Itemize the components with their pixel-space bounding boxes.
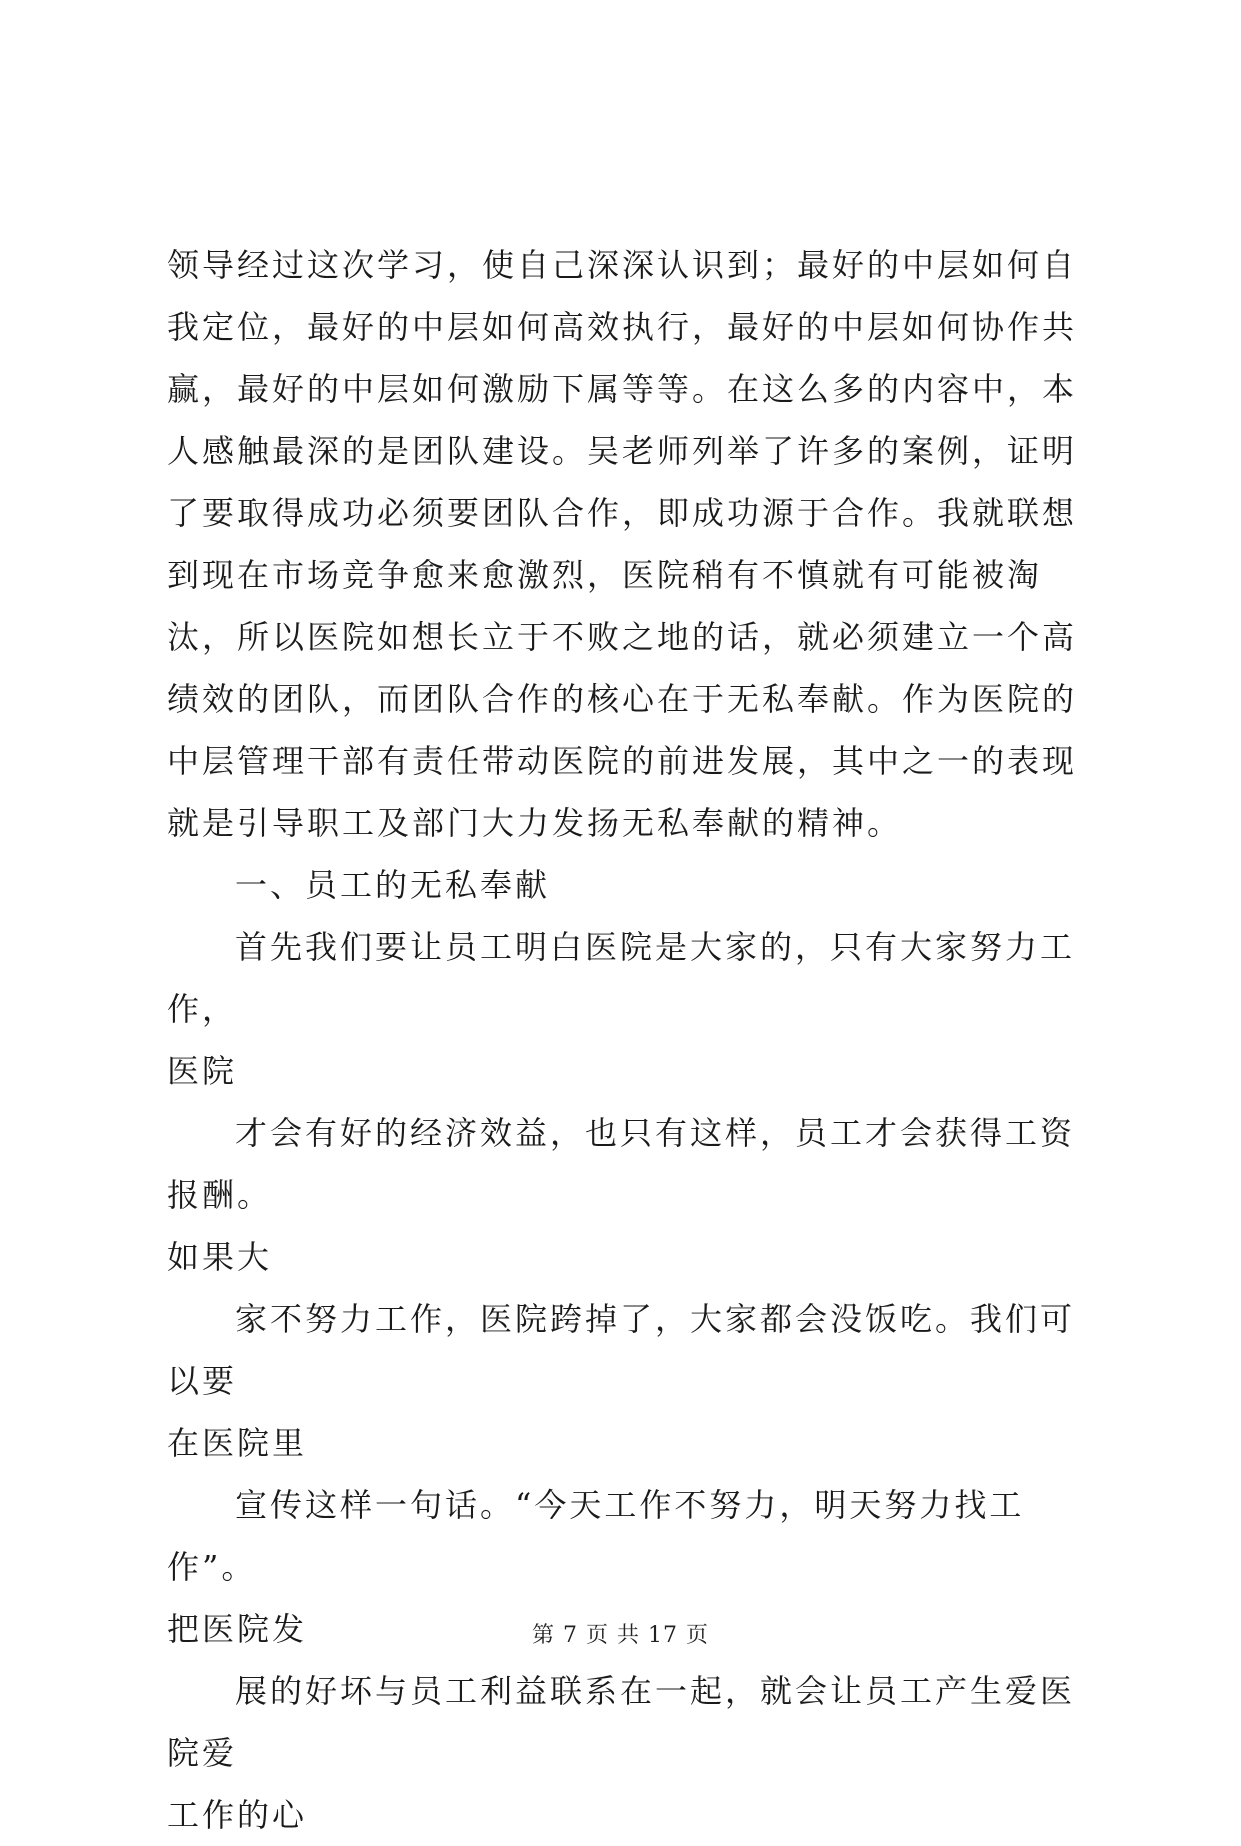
page-number-footer: 第 7 页 共 17 页 xyxy=(532,1623,709,1648)
section-heading: 一、员工的无私奉献 xyxy=(235,866,551,904)
intro-paragraph: 领导经过这次学习，使自己深深认识到；最好的中层如何自我定位，最好的中层如何高效执行，最好的中层如何协作共赢，最好的中层如何激励下属等等。在这么多的内容中，本人感触最深的是团队建设。吴老师列举了许多的案例，证明了要取得成功必须要团队合作，即成功源于合作。我就联想到现在市场竞争愈来愈激烈，医院稍有不慎就有可能被淘汰，所以医院如想长立于不败之地的话，就必须建立一个高绩效的团队，而团队合作的核心在于无私奉献。作为医院的中层管理干部有责任带动医院的前进发展，其中之一的表现就是引导职工及部门大力发扬无私奉献的精神。 xyxy=(167,246,1078,842)
paragraph-line: 医院 xyxy=(167,1052,238,1090)
document-body xyxy=(167,234,1087,1846)
paragraph-line: 展的好坏与员工利益联系在一起，就会让员工产生爱医院爱 xyxy=(167,1672,1076,1772)
paragraph-line: 在医院里 xyxy=(167,1424,308,1462)
paragraph-line: 家不努力工作，医院跨掉了，大家都会没饭吃。我们可以要 xyxy=(167,1300,1076,1400)
paragraph-line: 才会有好的经济效益，也只有这样，员工才会获得工资报酬。 xyxy=(167,1114,1076,1214)
paragraph-line: 宣传这样一句话。“今天工作不努力，明天努力找工作”。 xyxy=(167,1486,1025,1586)
paragraph-line: 首先我们要让员工明白医院是大家的，只有大家努力工作， xyxy=(167,928,1076,1028)
paragraph-line: 把医院发 xyxy=(167,1610,308,1648)
paragraph-line: 工作的心 xyxy=(167,1796,308,1834)
paragraph-line: 如果大 xyxy=(167,1238,273,1276)
